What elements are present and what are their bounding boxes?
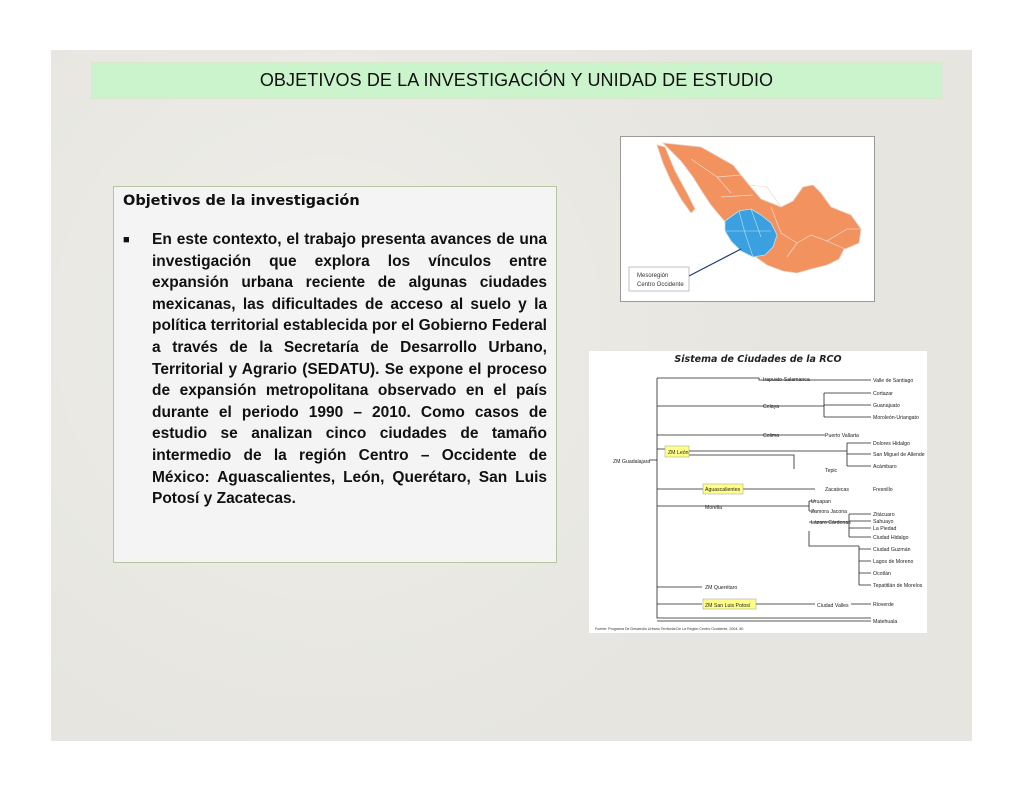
rco-col3-item: Tepatitlán de Morelos <box>873 583 923 589</box>
rco-col3-item: Ciudad Hidalgo <box>873 535 909 541</box>
pointer-line <box>687 249 741 277</box>
objectives-heading: Objetivos de la investigación <box>123 193 360 209</box>
mexico-map-svg <box>621 137 874 301</box>
rco-root: ZM Guadalajara <box>613 459 651 465</box>
rco-col1-item: Colima <box>763 433 780 439</box>
map-label-line1: Mesoregión <box>637 273 669 279</box>
rco-col2-item: Uruapan <box>811 499 831 505</box>
rco-connectors <box>649 378 871 621</box>
rco-col3-item: Lagos de Moreno <box>873 559 914 565</box>
rco-col3-item: Acámbaro <box>873 464 897 470</box>
objectives-box <box>113 186 557 563</box>
square-bullet-icon: ■ <box>123 234 130 246</box>
rco-diagram <box>589 351 927 633</box>
rco-col1-item: Irapuato-Salamanca <box>763 377 810 383</box>
mexico-map <box>620 136 875 302</box>
rco-col1-item: ZM Querétaro <box>705 585 738 591</box>
map-label-line2: Centro Occidente <box>637 282 684 288</box>
rco-col3-item: Rioverde <box>873 602 894 608</box>
rco-col3-item: Matehuala <box>873 619 898 625</box>
rco-col1-item: Aguascalientes <box>705 487 741 493</box>
rco-col2-item: Ciudad Valles <box>817 603 849 609</box>
title-bar <box>91 62 942 99</box>
rco-col2-item: Zamora Jacona <box>811 509 848 515</box>
rco-title: Sistema de Ciudades de la RCO <box>674 354 842 365</box>
rco-diagram-svg <box>589 351 927 633</box>
objectives-paragraph: En este contexto, el trabajo presenta avances de una investigación que explora los vínculos entre expansión urbana reciente de algunas ciudades mexicanas, las dificultades de acceso al suelo y la política territorial establecida por el Gobierno Federal a través de la Secretaría de Desarrollo Urbano, Territorial y Agrario (SEDATU). Se expone el proceso de expansión metropolitana observado en el país durante el periodo 1990 – 2010. Como casos de estudio se analizan cinco ciudades de tamaño intermedio de la región Centro – Occidente de México: Aguascalientes, León, Querétaro, San Luis Potosí y Zacatecas. <box>152 231 547 508</box>
rco-source: Fuente: Programa De Desarrollo Urbano Territorial De La Región Centro Occidente, 2004. 80 <box>595 627 744 631</box>
rco-col3-item: Valle de Santiago <box>873 378 914 384</box>
rco-col2-item: Lázaro Cárdenas <box>811 520 851 526</box>
rco-col1-item: ZM León <box>668 450 689 456</box>
page-title: OBJETIVOS DE LA INVESTIGACIÓN Y UNIDAD DE ESTUDIO <box>259 70 774 90</box>
rco-col3-item: Fresnillo <box>873 487 893 493</box>
rco-col1-item: Morelia <box>705 505 723 511</box>
bullet-item <box>123 229 547 510</box>
rco-col2-item: Puerto Vallarta <box>825 433 859 439</box>
rco-col3-item: Ocotlán <box>873 571 891 577</box>
slide <box>51 50 972 741</box>
rco-col3-item: Cortazar <box>873 391 893 397</box>
rco-col3-item: Sahuayo <box>873 519 894 525</box>
rco-col1-item: ZM San Luis Potosí <box>705 603 751 609</box>
rco-col3-item: Zitácuaro <box>873 512 895 518</box>
rco-col1-item: Celaya <box>763 404 780 410</box>
rco-col2-item: Tepic <box>825 468 838 474</box>
rco-col3-item: Moroleón-Uriangato <box>873 415 919 421</box>
rco-col3-item: Ciudad Guzmán <box>873 547 911 553</box>
rco-col3-item: Guanajuato <box>873 403 900 409</box>
rco-col3-item: San Miguel de Allende <box>873 452 925 458</box>
rco-col2-item: Zacatecas <box>825 487 849 493</box>
rco-col3-item: La Piedad <box>873 526 897 532</box>
rco-col3-item: Dolores Hidalgo <box>873 441 910 447</box>
